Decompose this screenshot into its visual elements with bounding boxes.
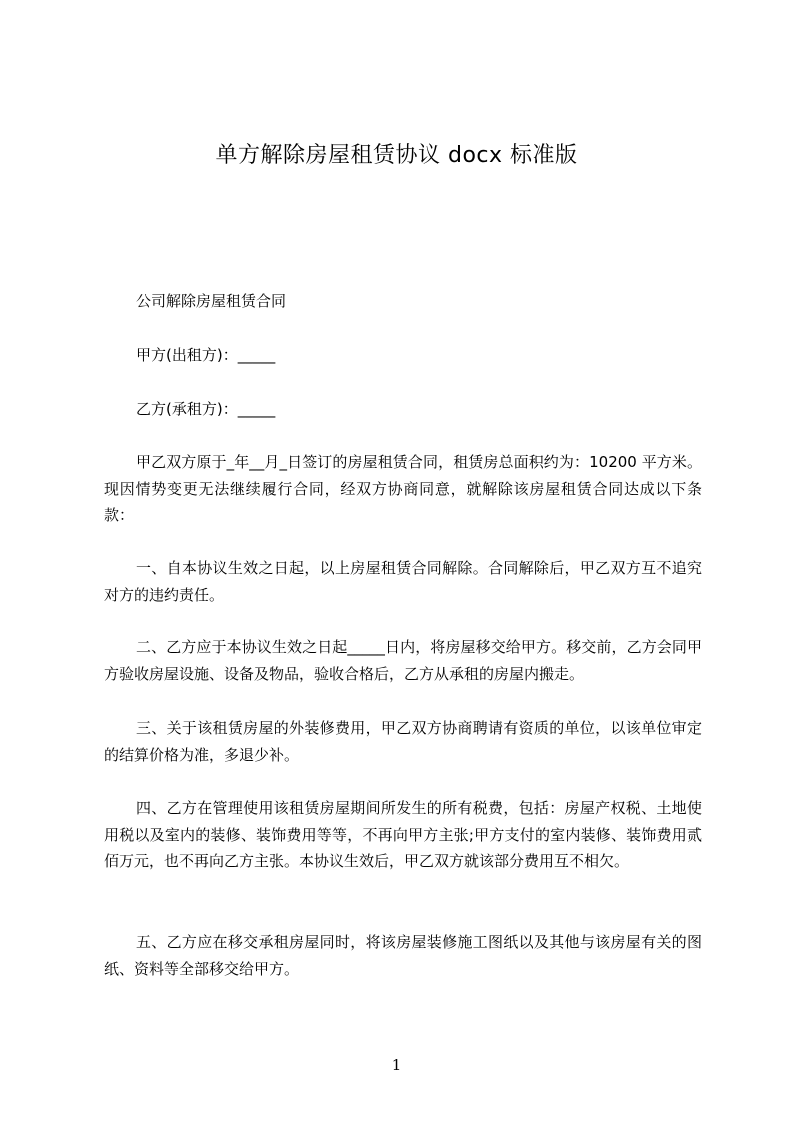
- intro-paragraph: 甲乙双方原于_年__月_日签订的房屋租赁合同，租赁房总面积约为：10200 平方米。现因情势变更无法继续履行合同，经双方协商同意，就解除该房屋租赁合同达成以下条款：: [104, 453, 702, 524]
- party-a-line: 甲方(出租方)：_____: [136, 346, 276, 364]
- clause-4-paragraph: 四、乙方在管理使用该租赁房屋期间所发生的所有税费，包括：房屋产权税、土地使用税以及室内的装修、装饰费用等等，不再向甲方主张;甲方支付的室内装修、装饰费用贰佰万元，也不再向乙方主张。本协议生效后，甲乙双方就该部分费用互不相欠。: [104, 799, 702, 870]
- contract-heading: 公司解除房屋租赁合同: [136, 292, 287, 310]
- clause-3-paragraph: 三、关于该租赁房屋的外装修费用，甲乙双方协商聘请有资质的单位，以该单位审定的结算价格为准，多退少补。: [104, 719, 702, 764]
- document-title: 单方解除房屋租赁协议 docx 标准版: [215, 143, 578, 168]
- clause-1-paragraph: 一、自本协议生效之日起，以上房屋租赁合同解除。合同解除后，甲乙双方互不追究对方的违约责任。: [104, 559, 702, 604]
- clause-2-paragraph: 二、乙方应于本协议生效之日起_____日内，将房屋移交给甲方。移交前，乙方会同甲方验收房屋设施、设备及物品，验收合格后，乙方从承租的房屋内搬走。: [104, 638, 702, 683]
- clause-5-paragraph: 五、乙方应在移交承租房屋同时，将该房屋装修施工图纸以及其他与该房屋有关的图纸、资料等全部移交给甲方。: [104, 933, 702, 978]
- page-number: 1: [391, 1056, 402, 1074]
- party-b-line: 乙方(承租方)：_____: [136, 400, 276, 418]
